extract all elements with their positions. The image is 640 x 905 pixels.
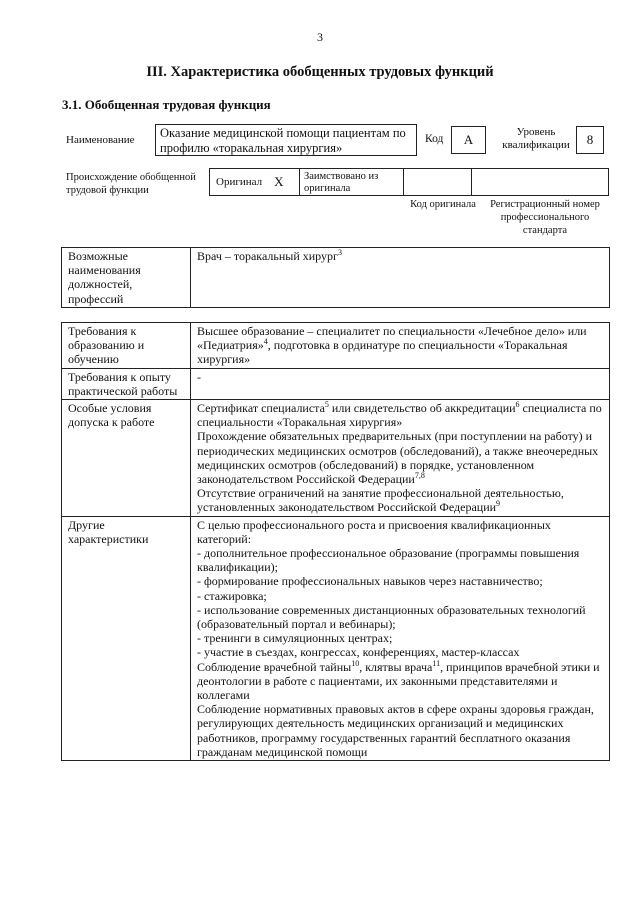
origin-code-cell: [404, 169, 472, 195]
section-title: III. Характеристика обобщенных трудовых функций: [146, 64, 494, 80]
footnote-6: 6: [515, 400, 520, 410]
code-label: Код: [425, 133, 444, 145]
reg-number-caption: Регистрационный номер профессионального стандарта: [490, 199, 600, 236]
other-line: С целью профессионального роста и присвоения квалификационных категорий:: [197, 517, 551, 546]
experience-value: -: [191, 368, 610, 399]
other-line: - использование современных дистанционных образовательных технологий (образовательный портал и вебинары);: [197, 602, 586, 632]
experience-label: Требования к опыту практической работы: [62, 368, 191, 399]
origin-original-cell: [210, 169, 300, 195]
special-conditions-label: Особые условия допуска к работе: [62, 400, 191, 517]
other-last-paragraph: Соблюдение нормативных правовых актов в сфере охраны здоровья граждан, регулирующих деятельность медицинских организаций и медицинских работников, программу государственных гарантий бесплатного оказания гражданам медицинской помощи: [197, 702, 594, 759]
education-text-2: , подготовка в ординатуре по специальности «Торакальная хирургия»: [197, 338, 568, 367]
footnote-3: 3: [337, 248, 342, 257]
special-cert-paragraph: [197, 401, 604, 429]
footnote-9: 9: [496, 499, 501, 509]
positions-table: [61, 247, 610, 308]
footnote-4: 4: [263, 337, 268, 347]
other-line: - дополнительное профессиональное образование (программы повышения квалификации);: [197, 546, 580, 575]
code-value: А: [451, 126, 486, 154]
positions-label: Возможные наименования должностей, профессий: [62, 248, 191, 308]
education-label: Требования к образованию и обучению: [62, 323, 191, 369]
positions-value: Врач – торакальный хирург: [197, 249, 338, 263]
positions-value-cell: [191, 248, 610, 308]
other-value: [191, 516, 610, 760]
requirements-table: [61, 322, 610, 761]
other-secret-text-a: Соблюдение врачебной тайны: [197, 659, 352, 674]
subsection-title: 3.1. Обобщенная трудовая функция: [62, 97, 271, 112]
special-conditions-value: [191, 400, 610, 517]
level-label: Уровень квалификации: [502, 126, 570, 151]
other-line: - участие в съездах, конгрессах, конференциях, мастер-классах: [197, 645, 520, 660]
other-secret-text-b: , клятвы врача: [359, 659, 433, 674]
code-original-caption: Код оригинала: [410, 199, 476, 210]
special-exam-paragraph: [197, 429, 604, 486]
special-restriction-paragraph: [197, 486, 604, 514]
origin-reg-cell: [472, 169, 608, 195]
level-value: 8: [576, 126, 604, 154]
footnote-11: 11: [432, 658, 441, 668]
footnote-7-8: 7,8: [414, 471, 425, 481]
footnote-5: 5: [324, 400, 329, 410]
page-number: 3: [317, 30, 323, 44]
original-mark: Х: [274, 174, 284, 189]
other-line: - тренинги в симуляционных центрах;: [197, 631, 393, 646]
other-secret-paragraph: [197, 660, 604, 703]
other-line: - формирование профессиональных навыков через наставничество;: [197, 574, 543, 589]
original-label: Оригинал: [216, 176, 263, 188]
special-text-d: Прохождение обязательных предварительных (при поступлении на работу) и периодических медицинских осмотров (обследований), а также внеочередных медицинских осмотров (обследований) в порядке, установленном законодательством Российской Федерации: [197, 429, 599, 487]
origin-label: Происхождение обобщенной трудовой функции: [66, 172, 196, 196]
name-label: Наименование: [66, 134, 135, 146]
special-text-e: Отсутствие ограничений на занятие профессиональной деятельностью, установленных законодательством Российской Федерации: [197, 486, 564, 515]
education-value: [191, 323, 610, 369]
name-value: Оказание медицинской помощи пациентам по профилю «торакальная хирургия»: [155, 124, 417, 156]
special-text-a: Сертификат специалиста: [197, 401, 325, 416]
borrowed-label: Заимствовано из оригинала: [300, 169, 404, 195]
special-text-b: или свидетельство об аккредитации: [328, 401, 516, 416]
other-line: - стажировка;: [197, 588, 267, 603]
origin-table: [209, 168, 609, 196]
other-label: Другие характеристики: [62, 516, 191, 760]
other-secret-text-c: , принципов врачебной этики и деонтологии в работе с пациентами, их законными представителями и коллегами: [197, 659, 600, 703]
special-text-c: специалиста по специальности «Торакальная хирургия»: [197, 401, 602, 430]
education-text-1: Высшее образование – специалитет по специальности «Лечебное дело» или «Педиатрия»: [197, 324, 587, 353]
footnote-10: 10: [351, 658, 360, 668]
